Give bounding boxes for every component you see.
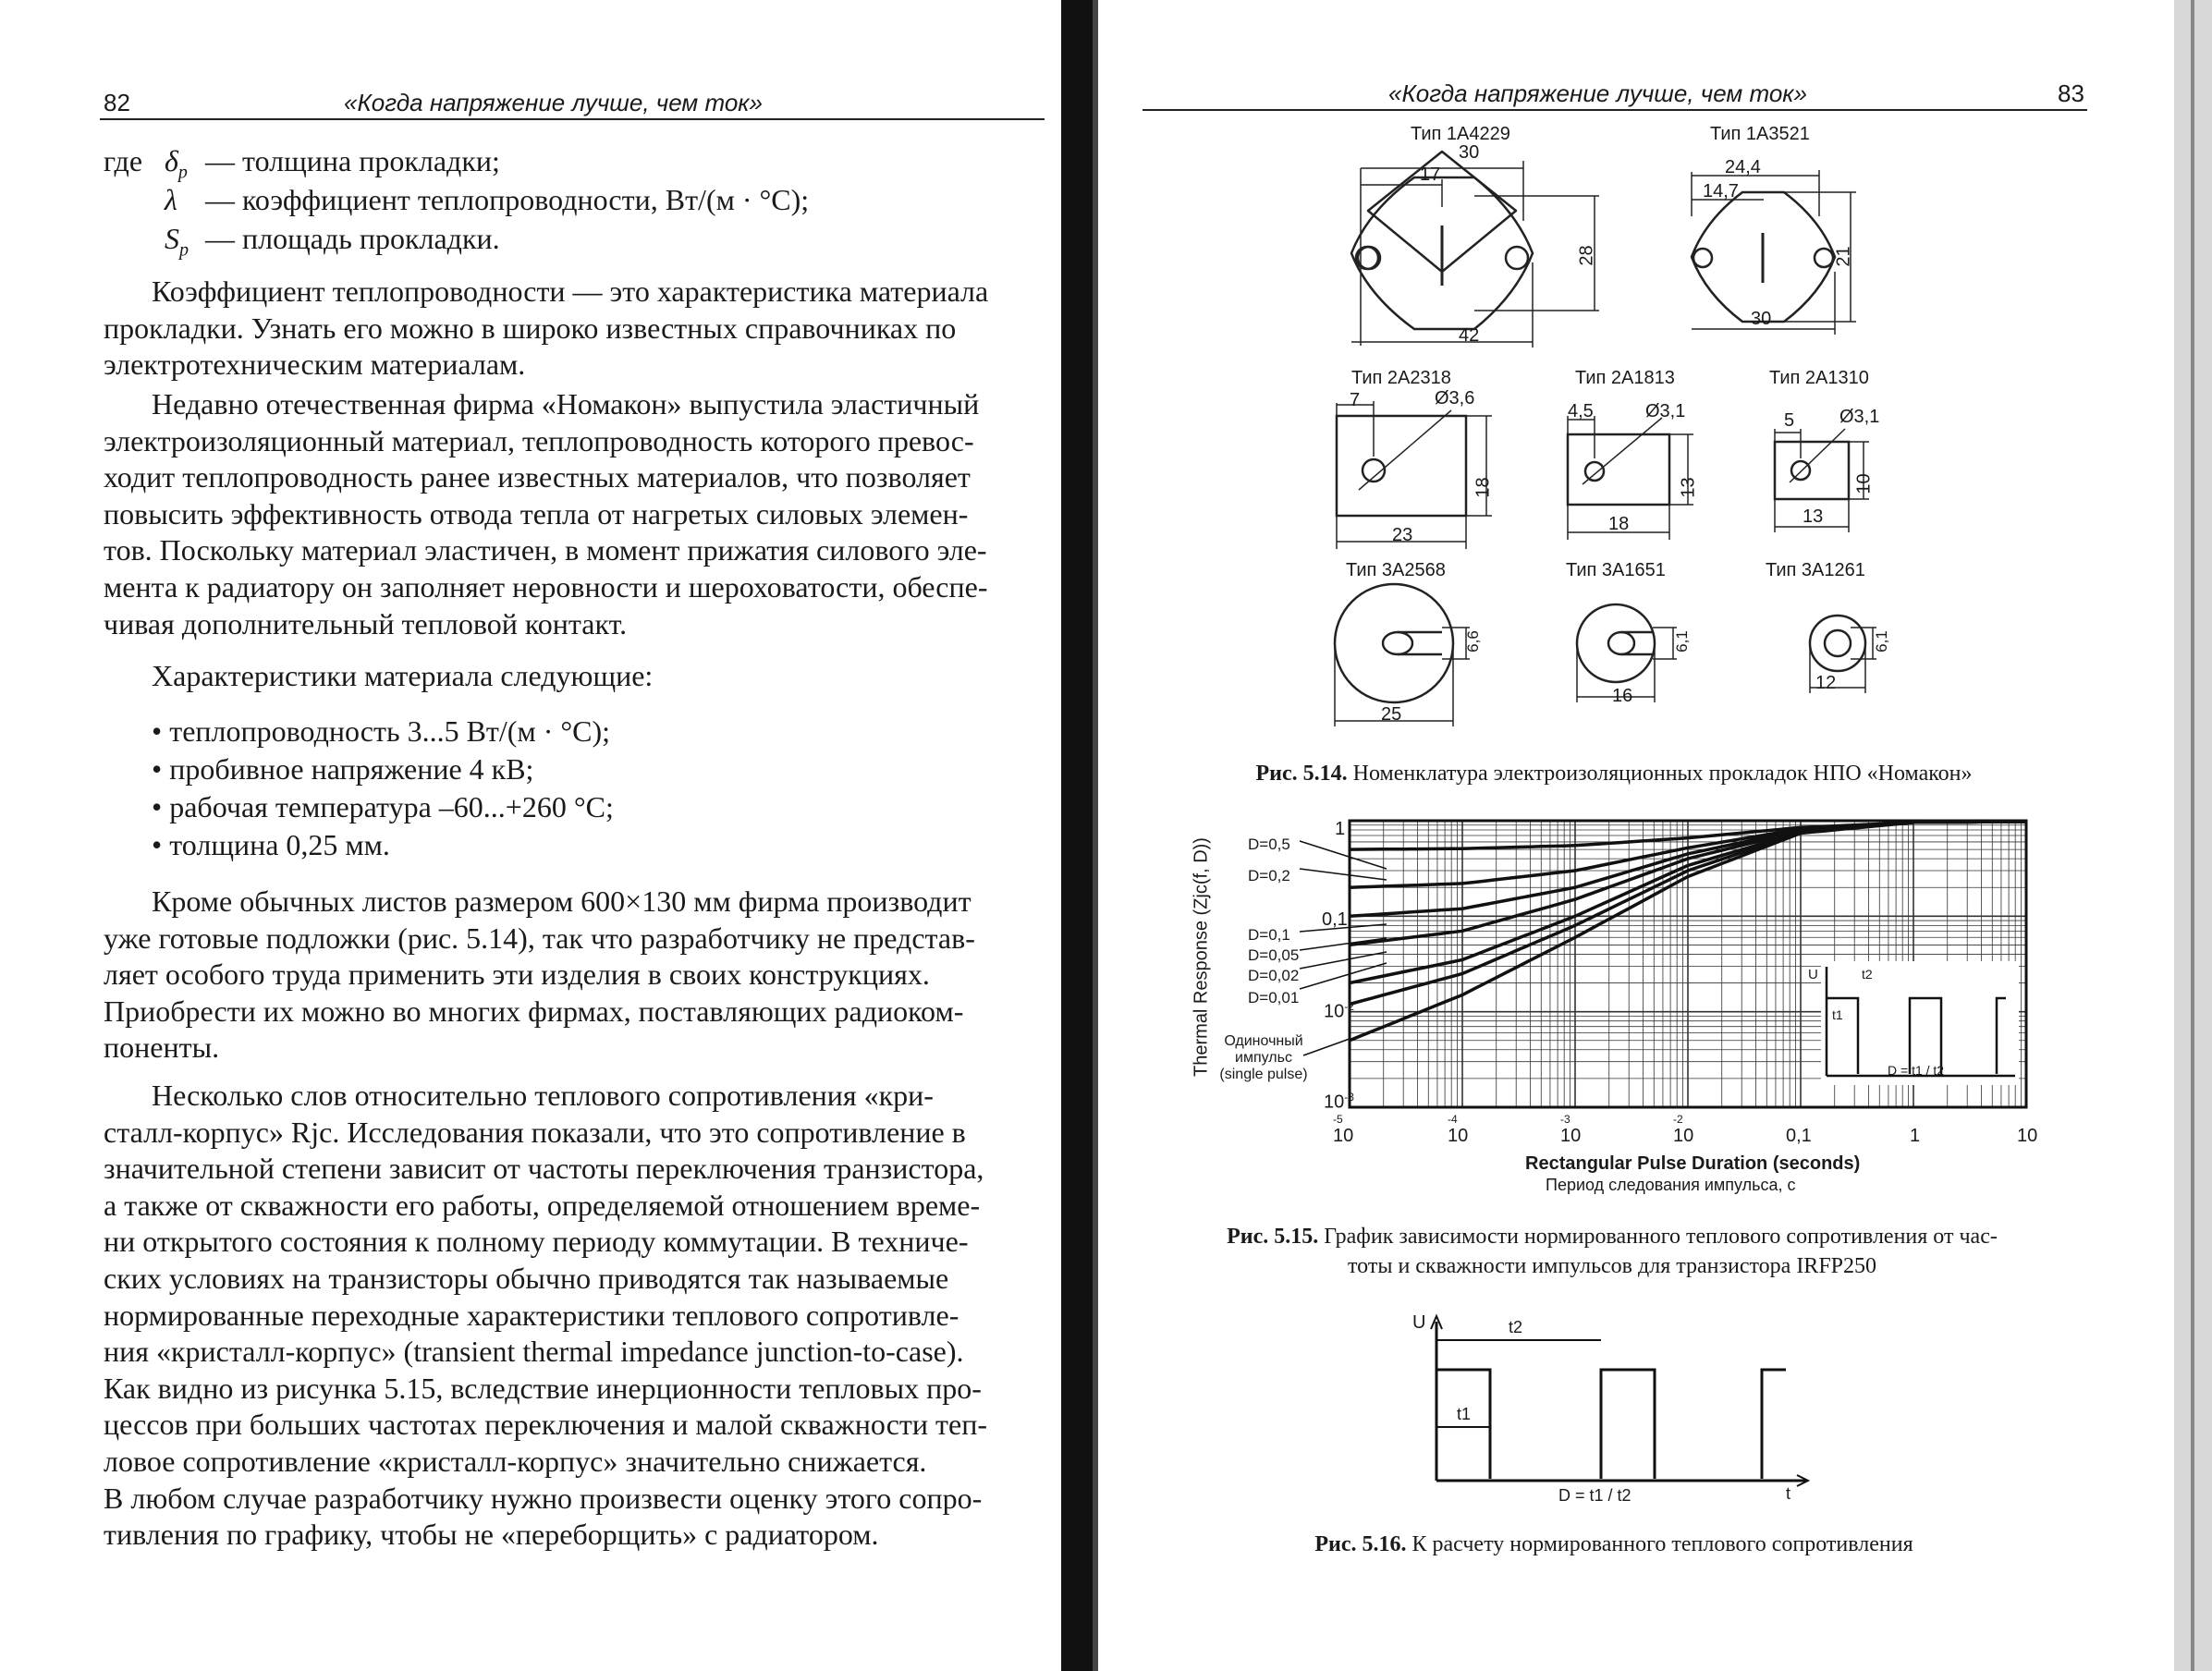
y-tick-label: $10^{-2}$ (1324, 1000, 1354, 1022)
dim-label: Ø3,6 (1435, 388, 1475, 409)
fig516-u-label: U (1412, 1312, 1426, 1333)
def-symbol-s: $S_p$ (165, 222, 189, 261)
legend-leader-line (1300, 963, 1387, 989)
inset-t2-label: t2 (1862, 967, 1873, 982)
paragraph-3: Характеристики материала следующие: (152, 659, 654, 692)
legend-leader-line (1300, 938, 1387, 950)
bullet-item: • рабочая температура –60...+260 °С; (152, 790, 614, 823)
pulse-axes (1436, 1322, 1806, 1481)
x-tick-label: 10 (1333, 1126, 1354, 1146)
dim-label: 4,5 (1568, 401, 1594, 421)
def-text-delta: — толщина прокладки; (205, 144, 500, 177)
inset-formula: D = t1 / t2 (1888, 1063, 1945, 1078)
x-tick-label: 10 (1560, 1126, 1582, 1146)
right-page-number: 83 (2058, 79, 2084, 107)
bullet-item: • пробивное напряжение 4 кВ; (152, 752, 534, 786)
def-text-s: — площадь прокладки. (205, 222, 500, 255)
type-label: Тип 3А1651 (1566, 560, 1666, 580)
def-symbol-delta: $\delta_p$ (165, 144, 188, 183)
dim-label: Ø3,1 (1839, 407, 1880, 427)
paragraph-1: Коэффициент теплопроводности — это характеристика материала прокладки. Узнать его можно в широко известных справочниках по электротехническим материалам. (104, 274, 989, 382)
left-running-title: «Когда напряжение лучше, чем ток» (344, 89, 764, 116)
x-tick-exp: -3 (1560, 1113, 1570, 1126)
dim-label: 42 (1459, 325, 1480, 346)
figure-5-14 (1294, 115, 1941, 743)
legend-leaders (1300, 841, 1387, 1055)
y-tick-label: 0,1 (1322, 909, 1348, 930)
book-spine-shadow (1093, 0, 1098, 1671)
pad-3a2568 (1335, 584, 1470, 726)
dim-label: 23 (1392, 525, 1413, 545)
x-tick-label: 0,1 (1786, 1126, 1812, 1146)
dim-label: 16 (1612, 686, 1633, 706)
type-label: Тип 1А3521 (1710, 124, 1810, 144)
fig516-formula: D = t1 / t2 (1558, 1486, 1632, 1505)
left-page-number: 82 (104, 89, 130, 116)
chart-y-label: Thermal Response (Zjc(f, D)) (1191, 837, 1212, 1077)
figure-5-14-caption: Рис. 5.14. Номенклатура электроизоляционных прокладок НПО «Номакон» (1255, 762, 1973, 786)
x-tick-label: 10 (1448, 1126, 1469, 1146)
pad-2a1813 (1568, 416, 1693, 540)
legend-label: D=0,05 (1248, 946, 1300, 964)
dim-label: 6,1 (1872, 630, 1890, 653)
def-symbol-lambda: λ (165, 183, 177, 216)
legend-label: D=0,1 (1248, 926, 1290, 944)
legend-leader-line (1300, 841, 1387, 869)
def-where: где (104, 144, 143, 177)
type-label: Тип 2А1813 (1575, 368, 1675, 388)
dim-label: 7 (1350, 390, 1361, 410)
dim-label: 21 (1833, 246, 1854, 267)
dim-label: 14,7 (1703, 181, 1739, 201)
x-tick-label: 1 (1910, 1126, 1921, 1146)
paragraph-2: Недавно отечественная фирма «Номакон» выпустила эластичный электроизоляционный материал, теплопроводность которого превос- ходит теплопроводность ранее известных материалов, что позволяет повысить эффективность отвода тепла от нагретых силовых элемен- тов. Поскольку материал эластичен, в момент прижатия силового эле- мента к радиатору он заполняет неровности и шероховатости, обеспе- чивая дополнительный тепловой контакт. (104, 387, 988, 640)
pad-2a2318 (1337, 401, 1492, 549)
figure-5-16-caption: Рис. 5.16. К расчету нормированного теплового сопротивления (1314, 1532, 1913, 1556)
x-tick-exp: -4 (1448, 1113, 1458, 1126)
dim-label: 17 (1420, 165, 1441, 185)
dim-label: 25 (1381, 704, 1402, 725)
dim-label: 28 (1576, 245, 1597, 266)
inset-t1-label: t1 (1832, 1007, 1843, 1022)
pulse-train (1436, 1370, 1786, 1479)
legend-label: D=0,2 (1248, 867, 1290, 884)
type-label: Тип 3А2568 (1346, 560, 1446, 580)
dim-label: 5 (1784, 410, 1795, 431)
figure-5-15-chart (1174, 813, 2061, 1201)
inset-u-label: U (1808, 967, 1818, 982)
dim-label: 18 (1473, 477, 1494, 498)
right-running-title: «Когда напряжение лучше, чем ток» (1388, 79, 1808, 107)
paragraph-4: Кроме обычных листов размером 600×130 мм фирма производит уже готовые подложки (рис. 5.14), так что разработчику не представ- ляет особого труда применить эти изделия в своих конструкциях. Приобрести их можно во многих фирмах, поставляющих радиоком- поненты. (104, 884, 975, 1065)
y-tick-label: $10^{-3}$ (1324, 1091, 1354, 1113)
fig516-t2-label: t2 (1509, 1318, 1523, 1336)
def-text-lambda: — коэффициент теплопроводности, Вт/(м · °С); (205, 183, 810, 216)
x-tick-exp: -5 (1333, 1113, 1343, 1126)
book-spine (1061, 0, 1093, 1671)
pad-1a4229 (1351, 152, 1599, 348)
dim-label: Ø3,1 (1645, 401, 1686, 421)
x-tick-label: 10 (1673, 1126, 1694, 1146)
dim-label: 10 (1853, 473, 1875, 494)
axis-arrows (1431, 1316, 1808, 1486)
chart-x-label-ru: Период следования импульса, с (1546, 1176, 1796, 1194)
dim-label: 18 (1608, 514, 1630, 534)
dim-label: 24,4 (1725, 157, 1761, 177)
dim-label: 13 (1803, 506, 1824, 527)
bullet-item: • толщина 0,25 мм. (152, 828, 390, 861)
paragraph-5: Несколько слов относительно теплового сопротивления «кри- сталл-корпус» Rjc. Исследования показали, что это сопротивление в значительной степени зависит от частоты переключения транзистора, а также от скважности его работы, определяемой отношением време- ни открытого состояния к полному периоду коммутации. В техниче- ских условиях на транзисторы обычно приводятся так называемые нормированные переходные характеристики теплового сопротивле- ния «кристалл-корпус» (transient thermal impedance junction-to-case). Как видно из рисунка 5.15, вследствие инерционности тепловых про- цессов при больших частотах переключения и малой скважности теп- ловое сопротивление «кристалл-корпус» значительно снижается. В любом случае разработчику нужно произвести оценку этого сопро- тивления по графику, чтобы не «переборщить» с радиатором. (104, 1079, 987, 1552)
x-tick-label: 10 (2017, 1126, 2038, 1146)
fig516-t-label: t (1786, 1484, 1791, 1503)
type-label: Тип 2А1310 (1769, 368, 1869, 388)
page-edge-line (2191, 0, 2194, 1671)
type-label: Тип 1А4229 (1411, 124, 1510, 144)
single-pulse-label: Одиночный импульс (single pulse) (1219, 1033, 1308, 1082)
fig516-t1-label: t1 (1457, 1405, 1472, 1423)
legend-label: D=0,01 (1248, 989, 1300, 1006)
chart-x-label: Rectangular Pulse Duration (seconds) (1525, 1153, 1861, 1174)
figure-5-15-caption: Рис. 5.15. График зависимости нормированного теплового сопротивления от час- тоты и скважности импульсов для транзистора IRFP250 (1227, 1225, 1998, 1278)
dim-label: 30 (1751, 309, 1772, 329)
right-header-rule (1143, 109, 2087, 111)
dim-label: 13 (1678, 477, 1699, 498)
y-tick-label: 1 (1335, 819, 1346, 839)
bullet-item: • теплопроводность 3...5 Вт/(м · °С); (152, 714, 611, 748)
dim-label: 6,6 (1463, 630, 1482, 653)
dim-label: 12 (1815, 673, 1837, 693)
type-label: Тип 2А2318 (1351, 368, 1451, 388)
type-label: Тип 3А1261 (1766, 560, 1865, 580)
legend-label: D=0,02 (1248, 967, 1300, 984)
dim-label: 30 (1459, 142, 1480, 163)
left-header-rule (100, 118, 1045, 120)
legend-label: D=0,5 (1248, 836, 1290, 853)
x-tick-exp: -2 (1673, 1113, 1683, 1126)
dim-label: 6,1 (1672, 630, 1691, 653)
